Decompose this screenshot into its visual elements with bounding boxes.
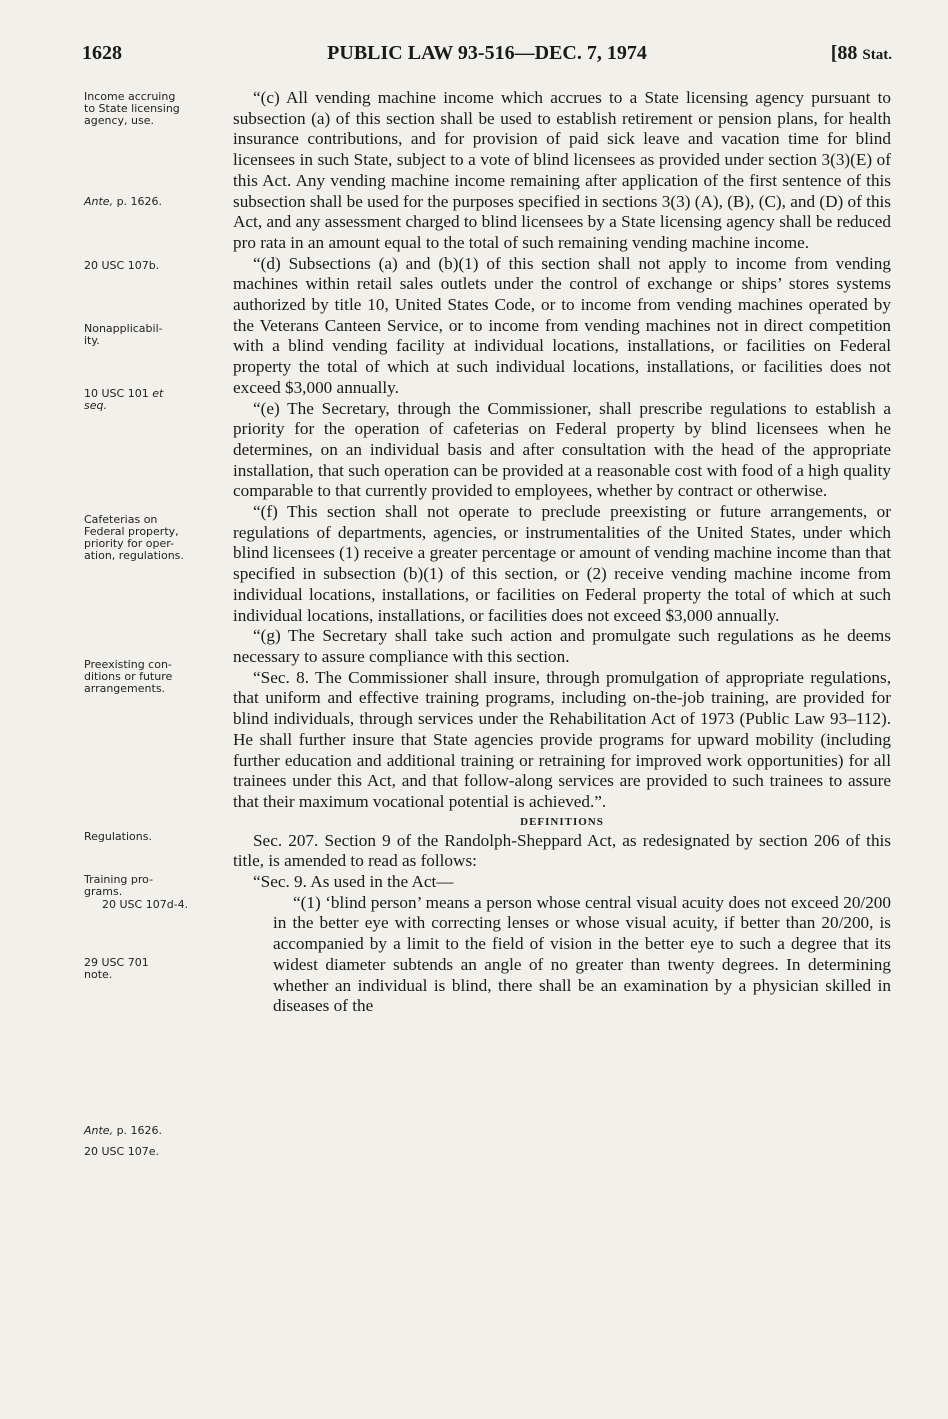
section-8: “Sec. 8. The Commissioner shall insure, through promulgation of appropriate regulations, that uniform and effective training programs, including on-the-job training, are provided for blind individuals, through services under the Rehabilitation Act of 1973 (Public Law 93–112). He shall further insure that State agencies provide programs for upward mobility (including further education and additional training or retraining for improved work opportunities) for all trainees under this Act, and that follow-along services are provided to such trainees to assure that their maximum vocational potential is achieved.”. xyxy=(233,667,891,811)
subsection-g: “(g) The Secretary shall take such action and promulgate such regulations as he deems necessary to assure compliance with this section. xyxy=(233,626,891,666)
margin-note-training: Training pro- grams. xyxy=(84,873,154,898)
margin-note-29-usc-701: 29 USC 701 note. xyxy=(84,956,149,981)
margin-note-20-usc-107b: 20 USC 107b. xyxy=(84,259,160,272)
subsection-e: “(e) The Secretary, through the Commissioner, shall prescribe regulations to establish a priority for the operation of cafeterias on Federal property by blind licensees when he determines, on an individual basis and after consultation with the head of the appropriate installation, that such operation can be provided at a reasonable cost with food of a high quality comparable to that currently provided to employees, whether by contract or otherwise. xyxy=(233,398,891,501)
usc-101-cite: 10 USC 101 xyxy=(84,387,153,400)
margin-note-10-usc-101 xyxy=(84,388,224,412)
subsection-d: “(d) Subsections (a) and (b)(1) of this section shall not apply to income from vending machines within retail sales outlets under the control of exchange or ships’ stores systems authorized by title 10, United States Code, or to income from vending machines operated by the Veterans Canteen Service, or to income from vending machines not in direct competition with a blind vending facility at individual locations, installations, or facilities on Federal property the total of which at such individual locations, installations, or facilities does not exceed $3,000 annually. xyxy=(233,253,891,397)
ante-page: p. 1626. xyxy=(113,195,163,208)
page-number: 1628 xyxy=(82,42,122,64)
margin-note-cafeterias: Cafeterias on Federal property, priority for oper- ation, regulations. xyxy=(84,513,184,562)
definitions-heading: DEFINITIONS xyxy=(520,815,604,828)
ante-page: p. 1626. xyxy=(113,1124,163,1137)
statute-citation xyxy=(831,42,892,65)
usc-101-seq: seq. xyxy=(84,399,107,412)
margin-note-20-usc-107e: 20 USC 107e. xyxy=(84,1145,159,1158)
margin-note-ante-1626-b xyxy=(84,1125,224,1137)
ante-italic: Ante, xyxy=(84,1124,114,1137)
subsection-c: “(c) All vending machine income which accrues to a State licensing agency pursuant to subsection (a) of this section shall be used to establish retirement or pension plans, for health insurance contributions, and for provision of paid sick leave and vacation time for blind licensees in such State, subject to a vote of blind licensees as provided under section 3(3)(E) of this Act. Any vending machine income remaining after application of the first sentence of this subsection shall be used for the purposes specified in sections 3(3) (A), (B), (C), and (D) of this Act, and any assessment charged to blind licensees by a State licensing agency shall be reduced pro rata in an amount equal to the total of such remaining vending machine income. xyxy=(233,88,891,252)
running-title: PUBLIC LAW 93-516—DEC. 7, 1974 xyxy=(327,42,647,64)
margin-note-income-use: Income accruing to State licensing agency, use. xyxy=(84,90,180,127)
usc-101-et: et xyxy=(152,387,164,400)
statute-volume: [88 xyxy=(830,42,858,64)
section-207: Sec. 207. Section 9 of the Randolph-Sheppard Act, as redesignated by section 206 of this title, is amended to read as follows: xyxy=(233,830,891,871)
margin-note-20-usc-107d4: 20 USC 107d-4. xyxy=(102,898,189,911)
margin-note-ante-1626 xyxy=(84,196,224,208)
subsection-f: “(f) This section shall not operate to preclude preexisting or future arrangements, or regulations of departments, agencies, or instrumentalities of the United States, under which blind licensees (1) receive a greater percentage or amount of vending machine income than that specified in subsection (b)(1) of this section, or (2) receive vending machine income from individual locations, installations, or facilities on Federal property the total of which at such individual locations, installations, or facilities does not exceed $3,000 annually. xyxy=(233,502,891,625)
margin-note-preexisting: Preexisting con- ditions or future arrangements. xyxy=(84,658,173,695)
margin-notes xyxy=(0,0,230,1419)
margin-note-nonapplicability: Nonapplicabil- ity. xyxy=(84,322,163,347)
statute-abbrev: Stat. xyxy=(862,47,892,63)
body-text xyxy=(233,88,891,1017)
ante-italic: Ante, xyxy=(84,195,114,208)
margin-note-regulations: Regulations. xyxy=(84,830,152,843)
definition-1: “(1) ‘blind person’ means a person whose central visual acuity does not exceed 20/200 in the better eye with correcting lenses or whose visual acuity, if better than 20/200, is accompanied by a limit to the field of vision in the better eye to such a degree that its widest diameter subtends an angle of no greater than twenty degrees. In determining whether an individual is blind, there shall be an examination by a physician skilled in diseases of the xyxy=(273,892,891,1016)
section-9-intro: “Sec. 9. As used in the Act— xyxy=(253,872,454,892)
